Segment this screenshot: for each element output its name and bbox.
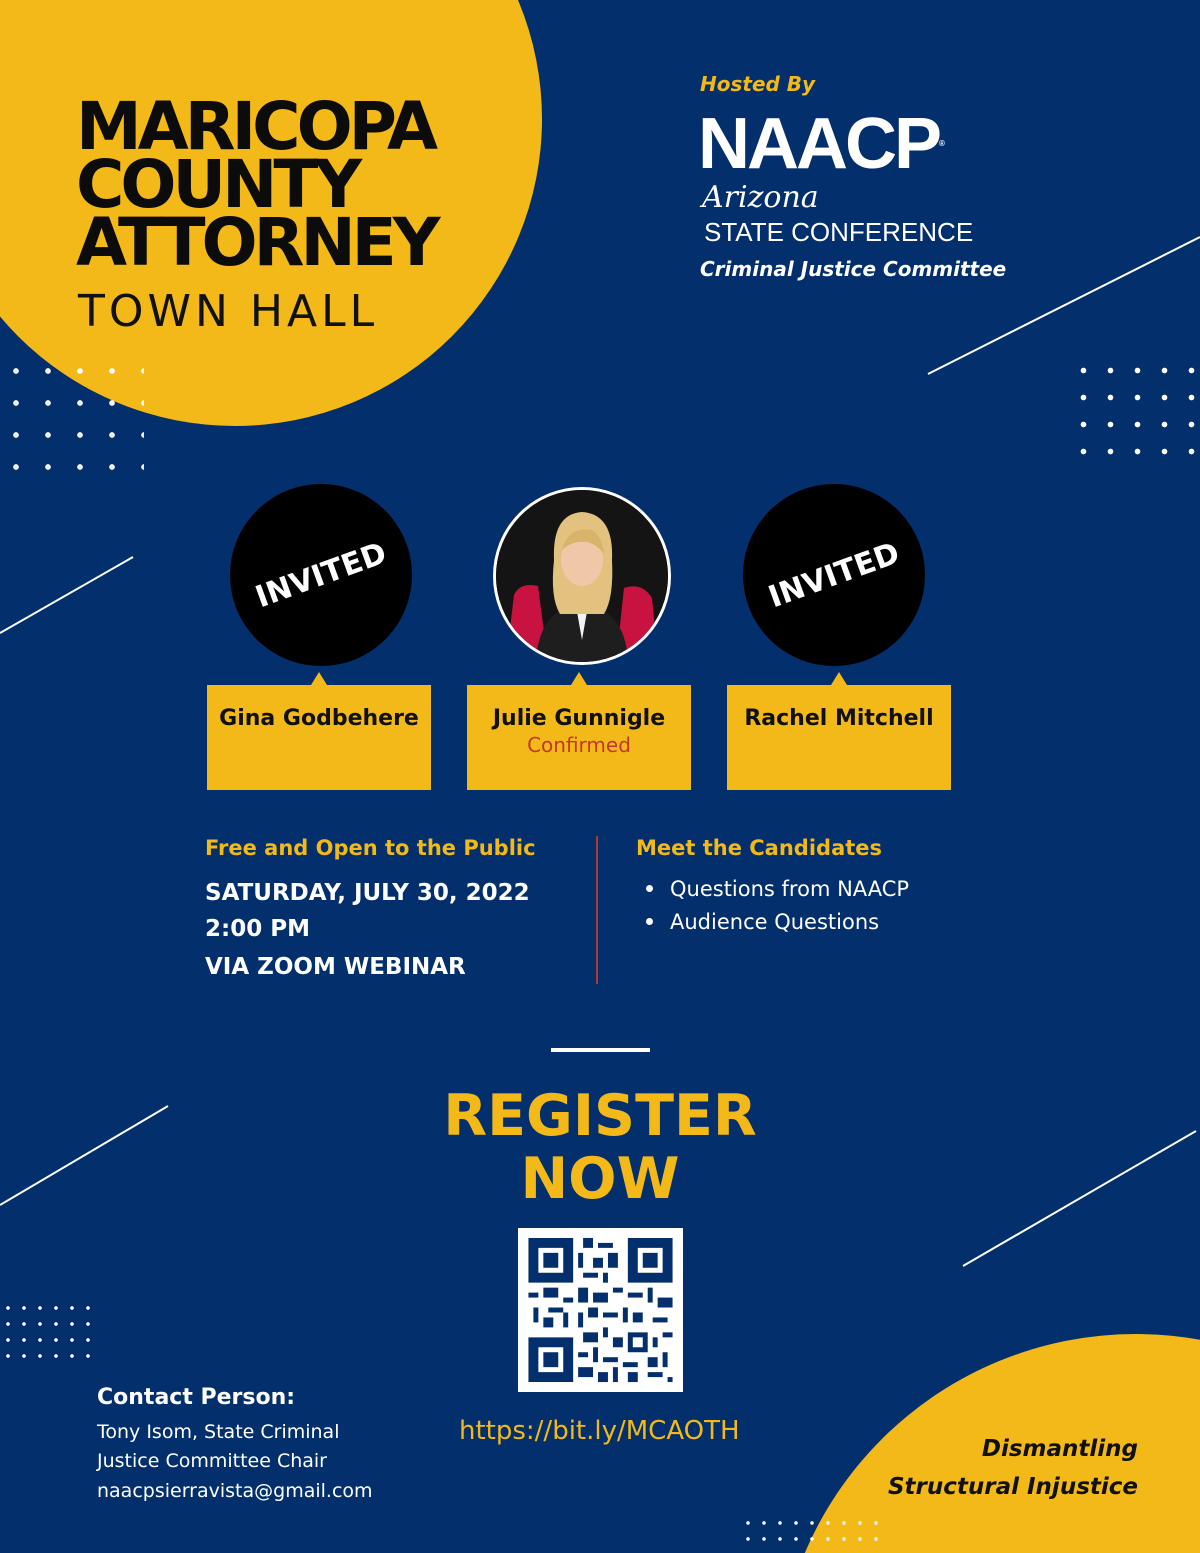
page-subtitle: TOWN HALL [78, 286, 379, 337]
state-conference-label: STATE CONFERENCE [704, 217, 974, 247]
free-public-label: Free and Open to the Public [205, 836, 536, 860]
qr-code-icon [518, 1228, 683, 1392]
title-line: COUNTY [76, 146, 359, 223]
namebox-pointer [311, 672, 327, 685]
registered-mark: ® [939, 139, 945, 148]
candidate-2-photo [493, 487, 671, 665]
event-date: SATURDAY, JULY 30, 2022 [205, 880, 530, 906]
horizontal-divider [551, 1048, 650, 1052]
candidate-name: Julie Gunnigle [492, 706, 666, 731]
slogan-line2: Structural Injustice [887, 1474, 1138, 1500]
candidate-status: Confirmed [527, 733, 631, 757]
page-title [76, 88, 437, 281]
candidate-3-namebox [727, 685, 951, 790]
invited-badge: INVITED [763, 535, 905, 615]
contact-email[interactable]: naacpsierravista@gmail.com [97, 1480, 373, 1502]
contact-title: Contact Person: [97, 1385, 296, 1410]
invited-badge: INVITED [250, 535, 392, 615]
register-heading-line1: REGISTER [443, 1083, 757, 1149]
registration-link[interactable]: https://bit.ly/MCAOTH [459, 1416, 740, 1446]
candidate-name: Gina Godbehere [219, 706, 419, 731]
agenda-title: Meet the Candidates [636, 836, 883, 860]
agenda-item-label: Questions from NAACP [670, 877, 910, 901]
title-line: ATTORNEY [76, 204, 437, 281]
bullet-icon [646, 885, 653, 892]
namebox-pointer [571, 672, 587, 685]
naacp-logo-text: NAACP [698, 104, 940, 184]
agenda-item-label: Audience Questions [670, 910, 880, 934]
diagonal-line [0, 557, 133, 633]
bullet-icon [646, 918, 653, 925]
candidate-3-circle [743, 484, 925, 666]
event-venue: VIA ZOOM WEBINAR [205, 954, 466, 980]
title-line: MARICOPA [76, 88, 435, 165]
vertical-divider [596, 836, 598, 984]
naacp-logo [698, 104, 945, 184]
candidate-portrait-image [496, 490, 668, 662]
contact-line: Justice Committee Chair [97, 1450, 327, 1472]
namebox-pointer [831, 672, 847, 685]
candidate-1-namebox [207, 685, 431, 790]
diagonal-line [963, 1131, 1196, 1266]
event-time: 2:00 PM [205, 916, 310, 942]
candidate-2-namebox [467, 685, 691, 790]
agenda-list [642, 877, 909, 943]
arizona-label: Arizona [702, 180, 819, 215]
contact-line: Tony Isom, State Criminal [97, 1421, 340, 1443]
hosted-by-label: Hosted By [700, 72, 816, 96]
diagonal-line [0, 1106, 168, 1205]
agenda-item [642, 877, 909, 910]
register-heading-line2: NOW [520, 1146, 680, 1212]
committee-label: Criminal Justice Committee [700, 257, 1007, 281]
candidate-1-circle [230, 484, 412, 666]
registration-qr-code[interactable] [518, 1228, 683, 1392]
candidate-name: Rachel Mitchell [744, 706, 934, 731]
agenda-item [642, 910, 909, 943]
slogan-line1: Dismantling [981, 1436, 1138, 1462]
